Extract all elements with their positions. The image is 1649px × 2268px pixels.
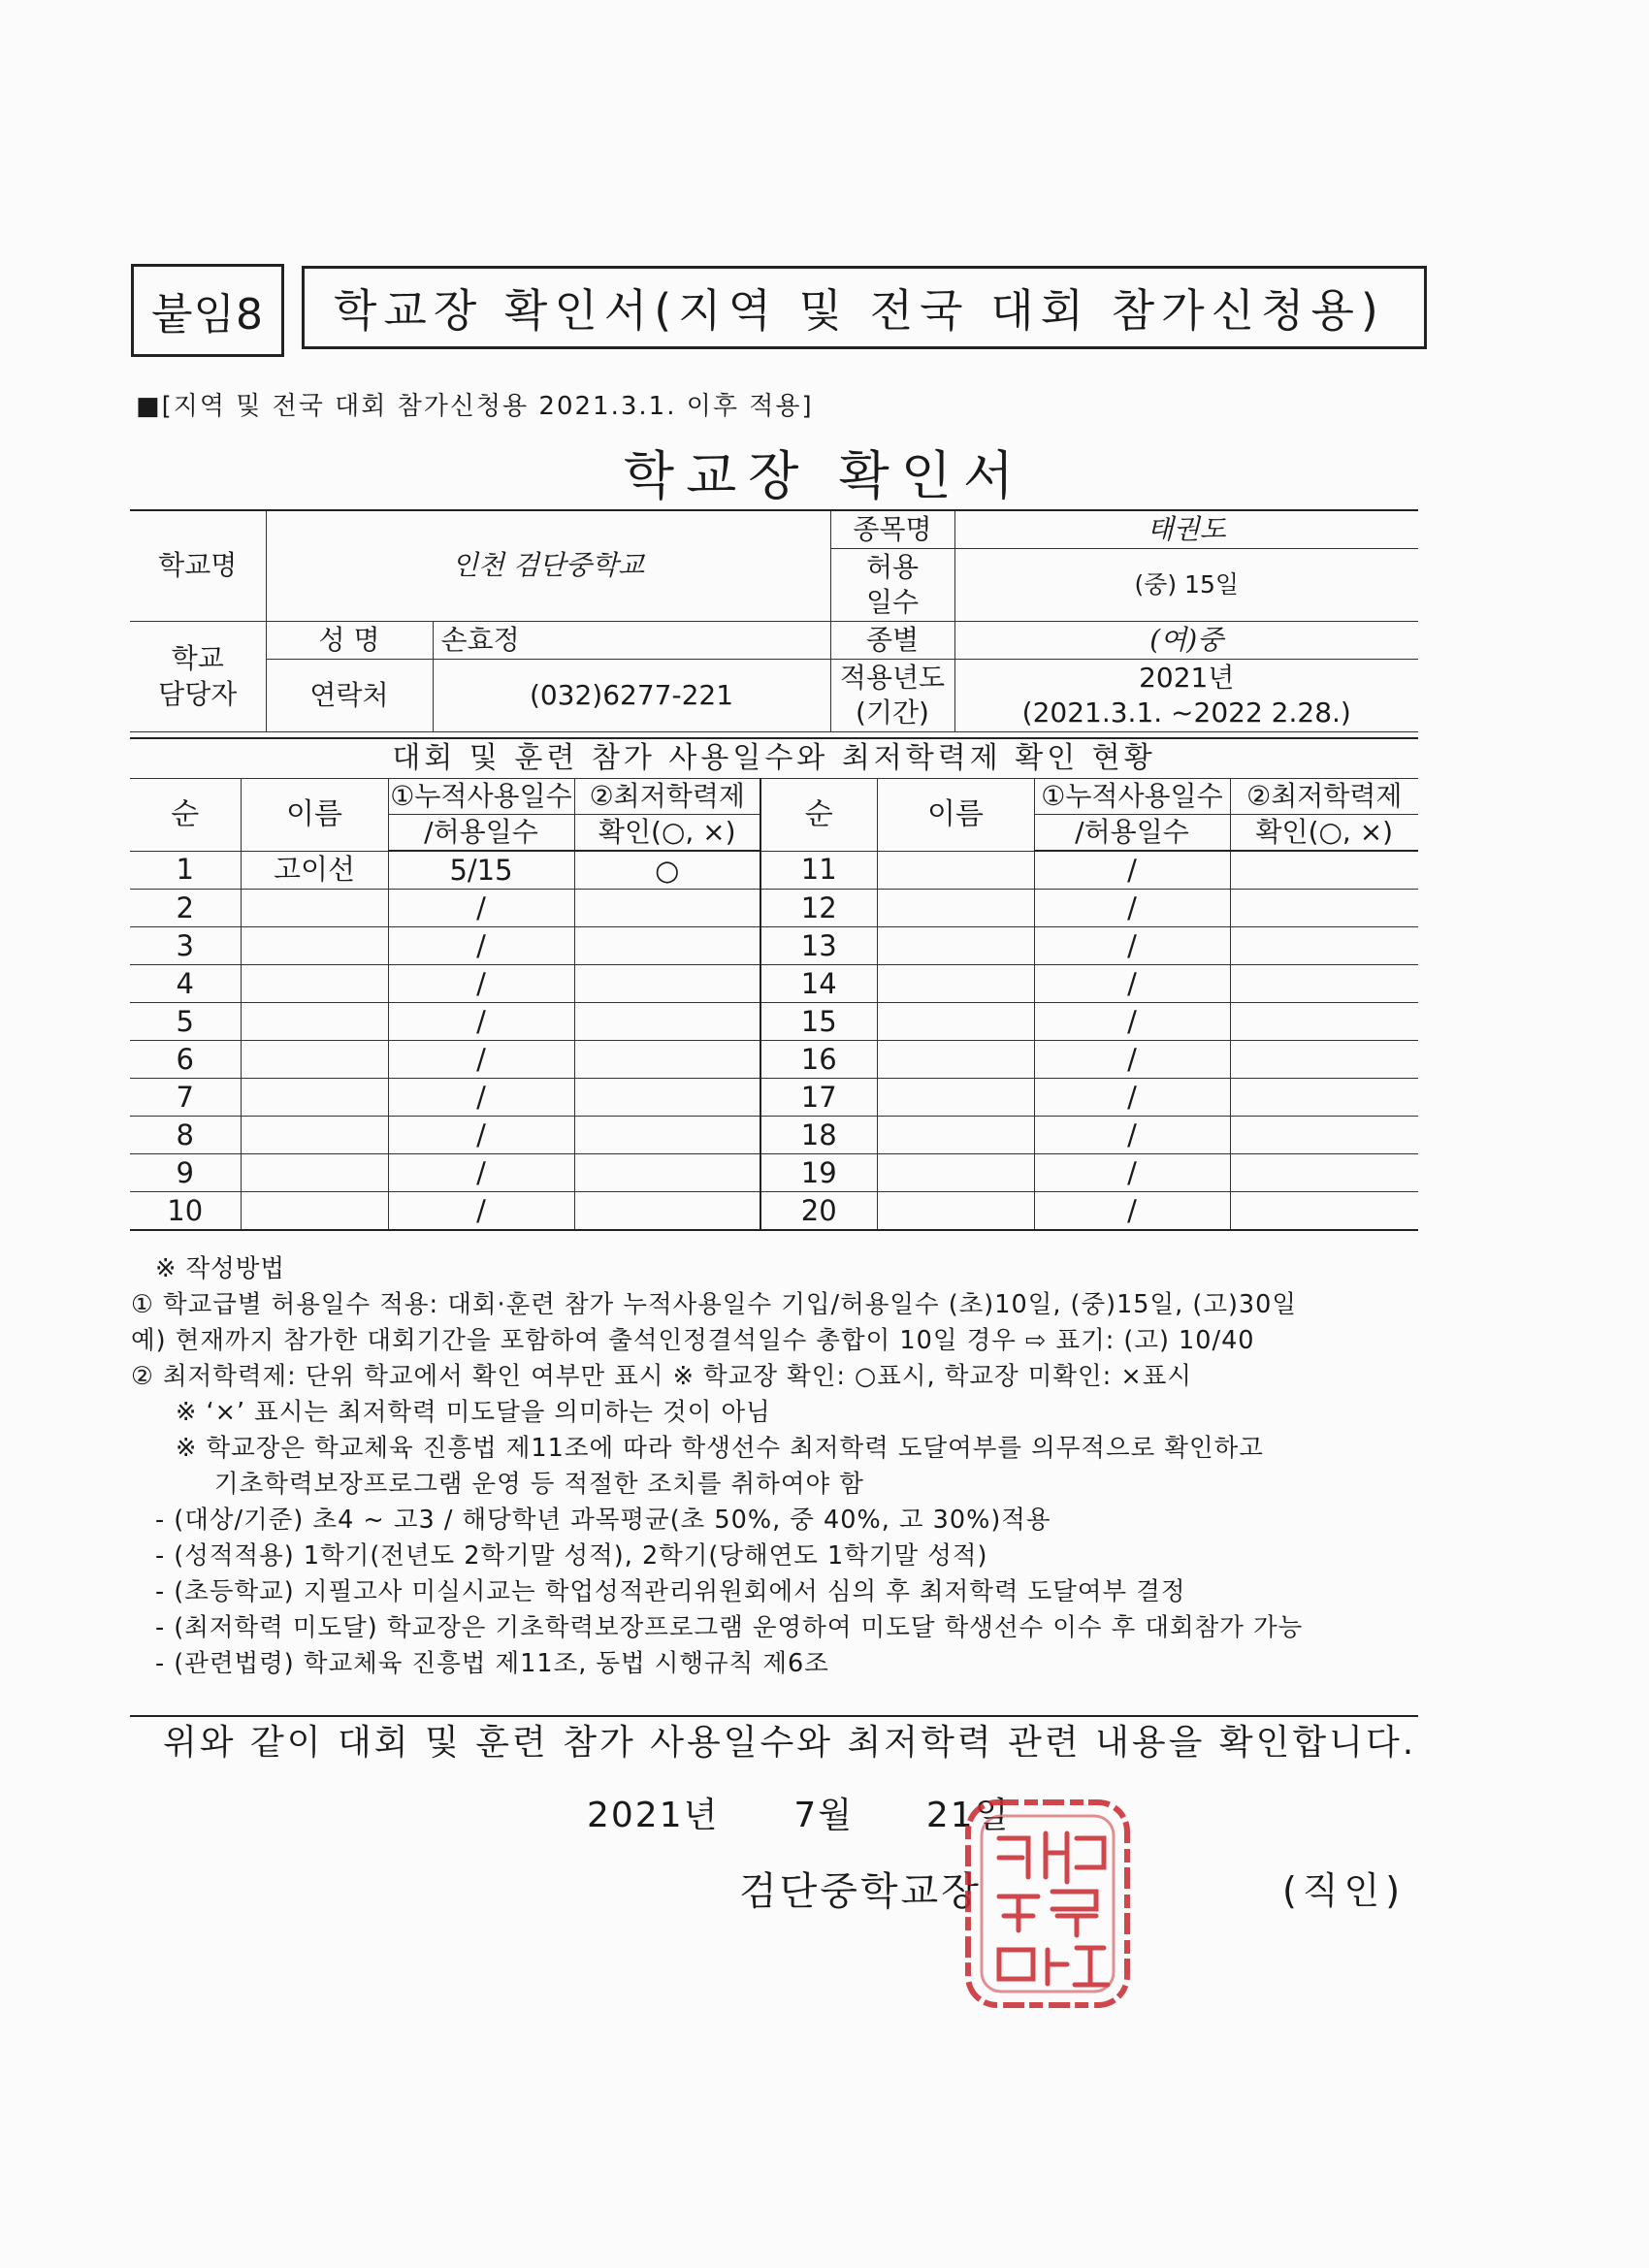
- date-year: 2021년: [587, 1796, 720, 1835]
- row-name-left: 고이선: [241, 851, 388, 890]
- table-row: [130, 1003, 1418, 1041]
- allowed-days-label-line1: 허용: [865, 550, 920, 583]
- row-name-right: [877, 927, 1034, 965]
- row-no-left: 1: [130, 851, 241, 890]
- row-days-right: /: [1034, 1079, 1230, 1117]
- row-days-left: /: [388, 1041, 574, 1079]
- row-name-left: [241, 927, 388, 965]
- row-check-left: [574, 965, 760, 1003]
- row-days-left: /: [388, 1117, 574, 1154]
- row-name-left: [241, 1154, 388, 1192]
- row-name-right: [877, 1117, 1034, 1154]
- row-days-left: /: [388, 1154, 574, 1192]
- allowed-days-label-line2: 일수: [865, 586, 920, 618]
- note-1: ① 학교급별 허용일수 적용: 대회·훈련 참가 누적사용일수 기입/허용일수 (초)10일, (중)15일, (고)30일: [131, 1290, 1297, 1319]
- row-name-left: [241, 1117, 388, 1154]
- col-check-right-line2: 확인(○, ×): [1230, 815, 1418, 852]
- row-check-left: [574, 1003, 760, 1041]
- row-no-left: 6: [130, 1041, 241, 1079]
- confirmation-statement: 위와 같이 대회 및 훈련 참가 사용일수와 최저학력 관련 내용을 확인합니다.: [163, 1723, 1417, 1763]
- instructions: [131, 1251, 1431, 1682]
- row-no-right: 11: [760, 851, 877, 890]
- row-no-right: 20: [760, 1192, 877, 1231]
- year-value-line2: (2021.3.1. ~2022 2.28.): [1021, 697, 1351, 729]
- row-check-right: [1230, 1117, 1418, 1154]
- row-name-right: [877, 1041, 1034, 1079]
- row-no-left: 4: [130, 965, 241, 1003]
- row-no-left: 2: [130, 890, 241, 927]
- attachment-tag: 붙임8: [131, 264, 284, 357]
- row-name-left: [241, 1041, 388, 1079]
- row-check-right: [1230, 927, 1418, 965]
- row-days-right: /: [1034, 1003, 1230, 1041]
- row-days-left: /: [388, 927, 574, 965]
- row-no-right: 19: [760, 1154, 877, 1192]
- row-check-right: [1230, 1079, 1418, 1117]
- school-label: 학교명: [130, 510, 266, 622]
- row-check-left: [574, 1117, 760, 1154]
- detail-2: - (성적적용) 1학기(전년도 2학기말 성적), 2학기(당해연도 1학기말 성적): [155, 1541, 988, 1571]
- row-name-left: [241, 1079, 388, 1117]
- name-value: 손효정: [433, 622, 830, 660]
- row-name-right: [877, 1003, 1034, 1041]
- note-2: ② 최저학력제: 단위 학교에서 확인 여부만 표시 ※ 학교장 확인: ○표시, 학교장 미확인: ×표시: [131, 1362, 1192, 1391]
- notes-heading: ※ 작성방법: [155, 1254, 286, 1283]
- row-check-right: [1230, 1041, 1418, 1079]
- col-days-left-line2: /허용일수: [388, 815, 574, 852]
- row-check-right: [1230, 1192, 1418, 1231]
- year-value-line1: 2021년: [1139, 661, 1235, 694]
- contact-value: (032)6277-221: [433, 660, 830, 732]
- row-no-right: 13: [760, 927, 877, 965]
- date-month: 7월: [793, 1796, 854, 1835]
- row-check-right: [1230, 965, 1418, 1003]
- year-label: [830, 660, 954, 732]
- principal-title: 검단중학교장: [739, 1869, 982, 1914]
- row-days-left: 5/15: [388, 851, 574, 890]
- row-check-right: [1230, 851, 1418, 890]
- row-no-left: 10: [130, 1192, 241, 1231]
- seal-label: (직인): [1282, 1869, 1406, 1912]
- row-days-right: /: [1034, 1192, 1230, 1231]
- table-row: [130, 1154, 1418, 1192]
- row-days-right: /: [1034, 890, 1230, 927]
- row-check-right: [1230, 890, 1418, 927]
- table-row: [130, 1079, 1418, 1117]
- applicability-note: ■[지역 및 전국 대회 참가신청용 2021.3.1. 이후 적용]: [136, 392, 814, 421]
- document-heading: 학교장 확인서(지역 및 전국 대회 참가신청용): [302, 266, 1427, 349]
- note-2-b-line1: ※ 학교장은 학교체육 진흥법 제11조에 따라 학생선수 최저학력 도달여부를 의무적으로 확인하고: [176, 1434, 1264, 1463]
- official-seal: [960, 1795, 1135, 2013]
- note-2-a: ※ ‘×’ 표시는 최저학력 미도달을 의미하는 것이 아님: [176, 1398, 771, 1427]
- col-name-right: 이름: [877, 779, 1034, 852]
- category-label: 종별: [830, 622, 954, 660]
- row-days-left: /: [388, 1003, 574, 1041]
- row-no-right: 18: [760, 1117, 877, 1154]
- date-day: 21일: [925, 1796, 1011, 1835]
- year-label-line1: 적용년도: [839, 661, 946, 694]
- row-name-left: [241, 1192, 388, 1231]
- sport-label: 종목명: [830, 510, 954, 549]
- table-row: [130, 1117, 1418, 1154]
- detail-4: - (최저학력 미도달) 학교장은 기초학력보장프로그램 운영하여 미도달 학생선수 이수 후 대회참가 가능: [155, 1613, 1304, 1642]
- col-days-left-line1: ①누적사용일수: [388, 779, 574, 815]
- row-name-right: [877, 1192, 1034, 1231]
- sport-value: 태권도: [954, 510, 1418, 549]
- name-label: 성 명: [266, 622, 433, 660]
- row-name-left: [241, 965, 388, 1003]
- staff-label: [130, 622, 266, 732]
- row-name-right: [877, 1154, 1034, 1192]
- allowed-days-label: [830, 549, 954, 622]
- row-no-left: 9: [130, 1154, 241, 1192]
- contact-label: 연락처: [266, 660, 433, 732]
- col-no-left: 순: [130, 779, 241, 852]
- row-no-right: 16: [760, 1041, 877, 1079]
- detail-1: - (대상/기준) 초4 ~ 고3 / 해당학년 과목평균(초 50%, 중 40%, 고 30%)적용: [155, 1506, 1051, 1535]
- row-name-left: [241, 1003, 388, 1041]
- note-2-b-line2: 기초학력보장프로그램 운영 등 적절한 조치를 취하여야 함: [214, 1470, 864, 1499]
- row-days-right: /: [1034, 1041, 1230, 1079]
- detail-3: - (초등학교) 지필고사 미실시교는 학업성적관리위원회에서 심의 후 최저학력 도달여부 결정: [155, 1577, 1186, 1606]
- school-value: 인천 검단중학교: [266, 510, 830, 622]
- row-days-left: /: [388, 965, 574, 1003]
- signing-date: [587, 1788, 1011, 1837]
- year-value: [954, 660, 1418, 732]
- row-name-left: [241, 890, 388, 927]
- col-days-right-line1: ①누적사용일수: [1034, 779, 1230, 815]
- row-name-right: [877, 965, 1034, 1003]
- col-no-right: 순: [760, 779, 877, 852]
- category-value: (여)중: [954, 622, 1418, 660]
- col-check-left-line1: ②최저학력제: [574, 779, 760, 815]
- row-no-left: 7: [130, 1079, 241, 1117]
- table-row: [130, 890, 1418, 927]
- row-check-right: [1230, 1154, 1418, 1192]
- row-name-right: [877, 1079, 1034, 1117]
- note-1-example: 예) 현재까지 참가한 대회기간을 포함하여 출석인정결석일수 총합이 10일 경우 ⇨ 표기: (고) 10/40: [131, 1326, 1255, 1355]
- row-check-left: [574, 1041, 760, 1079]
- row-name-right: [877, 890, 1034, 927]
- col-name-left: 이름: [241, 779, 388, 852]
- participation-status-table: [130, 737, 1418, 1231]
- table-row: [130, 927, 1418, 965]
- table-row: [130, 1192, 1418, 1231]
- row-check-left: [574, 890, 760, 927]
- row-days-right: /: [1034, 927, 1230, 965]
- table-row: [130, 965, 1418, 1003]
- row-no-right: 14: [760, 965, 877, 1003]
- row-no-left: 8: [130, 1117, 241, 1154]
- row-days-right: /: [1034, 1117, 1230, 1154]
- col-check-left-line2: 확인(○, ×): [574, 815, 760, 852]
- row-days-right: /: [1034, 1154, 1230, 1192]
- col-check-right-line1: ②최저학력제: [1230, 779, 1418, 815]
- col-days-right-line2: /허용일수: [1034, 815, 1230, 852]
- year-label-line2: (기간): [856, 697, 929, 729]
- page-title: 학교장 확인서: [623, 445, 1026, 506]
- table-row: [130, 851, 1418, 890]
- row-no-left: 5: [130, 1003, 241, 1041]
- row-no-right: 15: [760, 1003, 877, 1041]
- row-check-left: [574, 1192, 760, 1231]
- row-no-right: 17: [760, 1079, 877, 1117]
- row-days-right: /: [1034, 851, 1230, 890]
- status-caption: 대회 및 훈련 참가 사용일수와 최저학력제 확인 현황: [130, 738, 1418, 779]
- row-no-left: 3: [130, 927, 241, 965]
- row-check-left: [574, 1079, 760, 1117]
- row-no-right: 12: [760, 890, 877, 927]
- row-check-left: [574, 1154, 760, 1192]
- staff-label-line1: 학교: [171, 642, 224, 675]
- row-check-right: [1230, 1003, 1418, 1041]
- row-check-left: [574, 927, 760, 965]
- row-days-left: /: [388, 1079, 574, 1117]
- row-days-right: /: [1034, 965, 1230, 1003]
- detail-5: - (관련법령) 학교체육 진흥법 제11조, 동법 시행규칙 제6조: [155, 1649, 829, 1678]
- staff-label-line2: 담당자: [158, 677, 238, 710]
- school-info-table: [130, 509, 1418, 732]
- table-row: [130, 1041, 1418, 1079]
- allowed-days-value: (중) 15일: [954, 549, 1418, 622]
- row-days-left: /: [388, 1192, 574, 1231]
- row-days-left: /: [388, 890, 574, 927]
- row-check-left: ○: [574, 851, 760, 890]
- row-name-right: [877, 851, 1034, 890]
